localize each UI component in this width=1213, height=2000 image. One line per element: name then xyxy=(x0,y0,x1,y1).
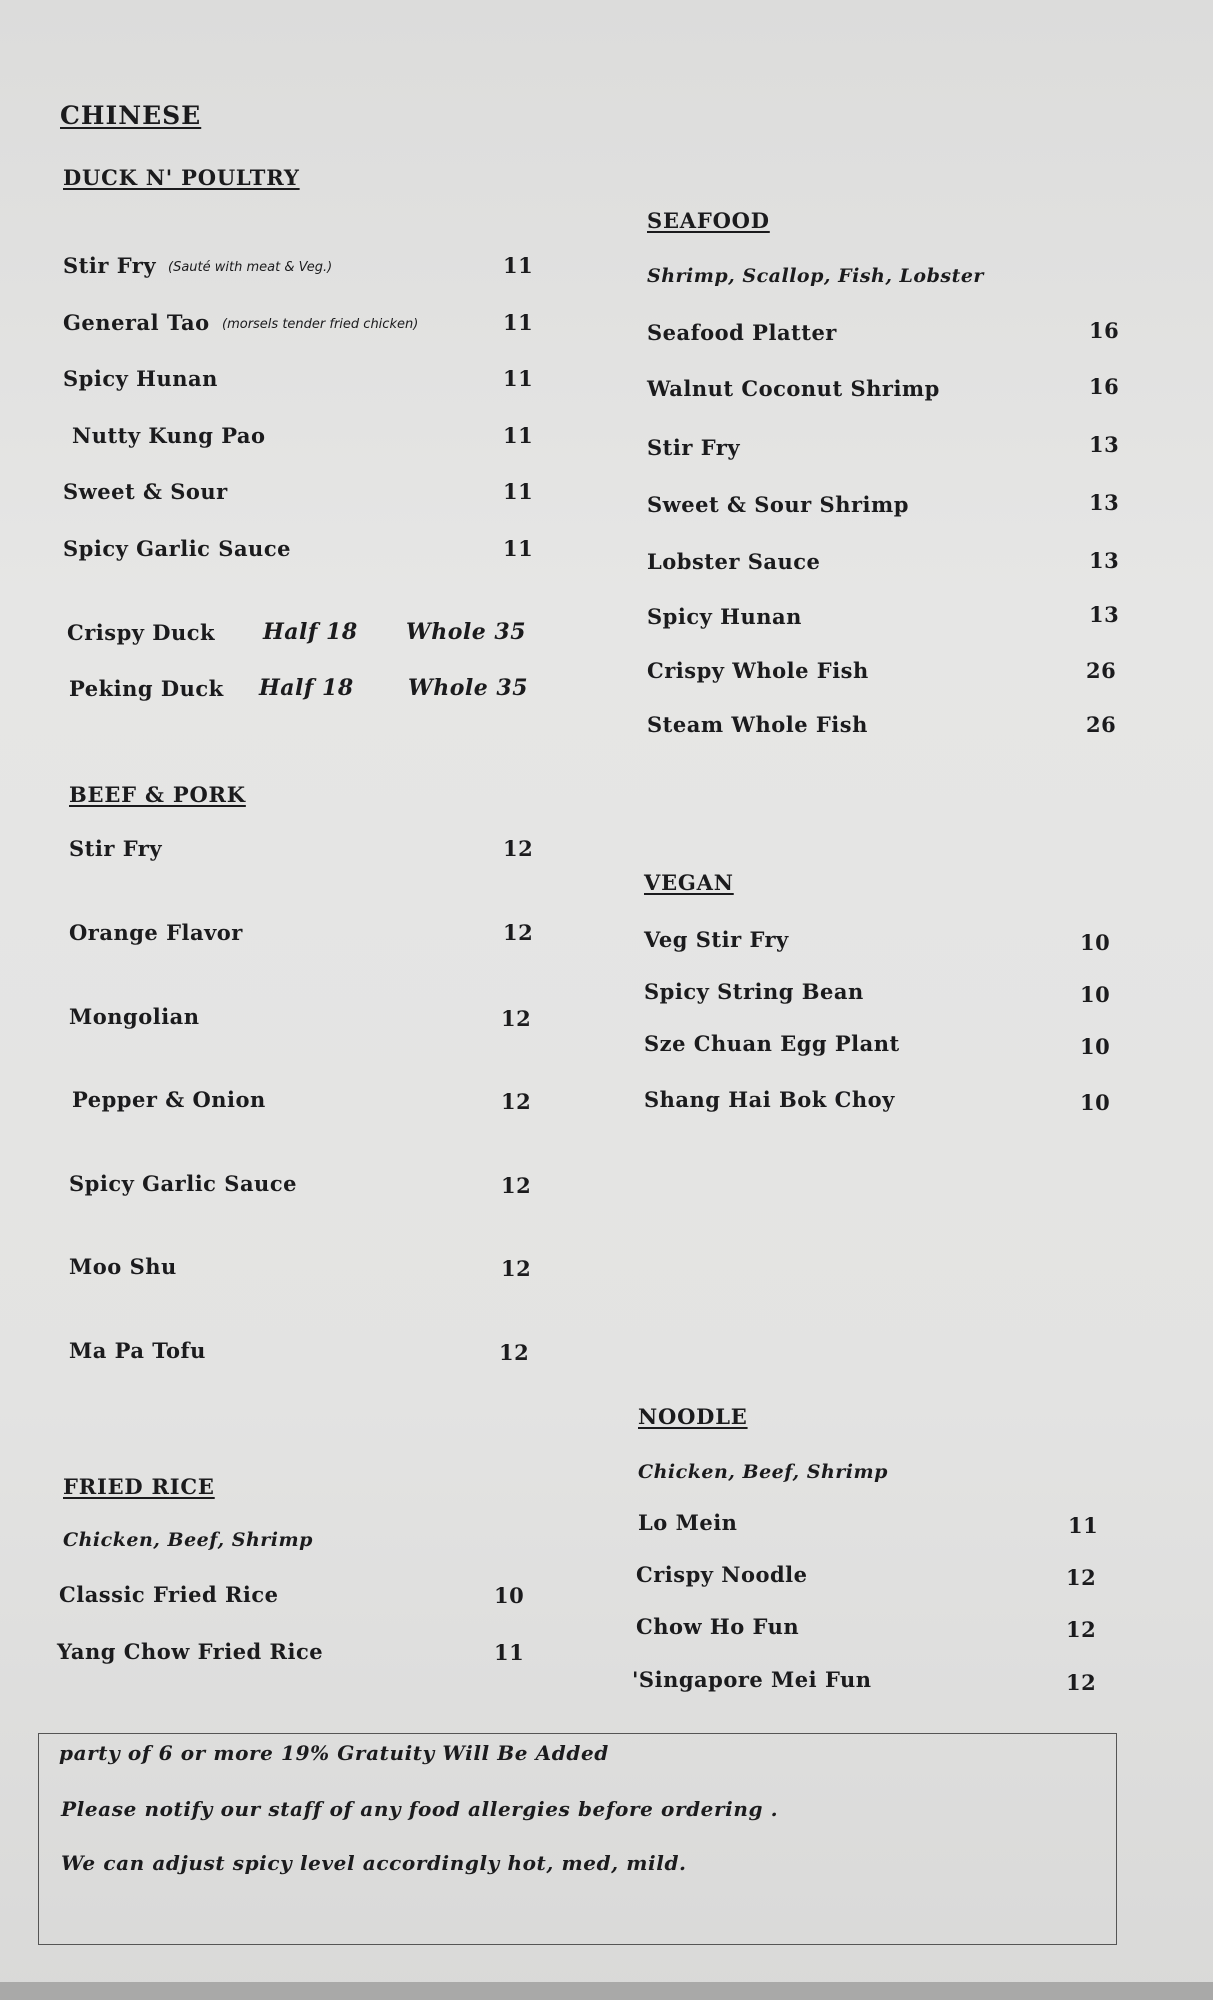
item-price: 10 xyxy=(1080,982,1111,1007)
item-name: Spicy Garlic Sauce xyxy=(63,536,291,561)
item-name: Yang Chow Fried Rice xyxy=(57,1639,324,1664)
item-name: Walnut Coconut Shrimp xyxy=(647,376,940,401)
item-note: (Sauté with meat & Veg.) xyxy=(168,260,333,275)
item-name: Stir Fry xyxy=(69,836,163,861)
item-name: Spicy Hunan xyxy=(63,366,218,391)
half-price: Half 18 xyxy=(263,619,358,645)
item-name: Classic Fried Rice xyxy=(59,1582,279,1607)
item-price: 11 xyxy=(494,1640,525,1665)
item-price: 11 xyxy=(503,253,534,278)
item-price: 10 xyxy=(1080,1090,1111,1115)
item-name: Crispy Noodle xyxy=(636,1562,808,1587)
item-price: 12 xyxy=(1066,1617,1097,1642)
item-name: Spicy Hunan xyxy=(647,604,802,629)
item-name: Crispy Duck xyxy=(67,620,216,645)
item-price: 12 xyxy=(501,1173,532,1198)
item-price: 26 xyxy=(1086,658,1117,683)
item-price: 12 xyxy=(499,1340,530,1365)
item-price: 11 xyxy=(503,536,534,561)
section-heading-noodle: NOODLE xyxy=(638,1404,748,1429)
gratuity-note: party of 6 or more 19% Gratuity Will Be Added xyxy=(59,1741,609,1765)
item-name: Sze Chuan Egg Plant xyxy=(644,1031,900,1056)
item-name: 'Singapore Mei Fun xyxy=(632,1667,872,1692)
allergy-note: Please notify our staff of any food allergies before ordering . xyxy=(61,1797,779,1821)
item-name: Stir Fry xyxy=(63,253,157,278)
item-price: 12 xyxy=(503,920,534,945)
item-name: Veg Stir Fry xyxy=(644,927,789,952)
item-name: Mongolian xyxy=(69,1004,200,1029)
item-name: Sweet & Sour Shrimp xyxy=(647,492,909,517)
item-price: 13 xyxy=(1089,432,1120,457)
item-price: 11 xyxy=(503,366,534,391)
item-name: Pepper & Onion xyxy=(72,1087,266,1112)
item-price: 11 xyxy=(503,423,534,448)
item-name: Orange Flavor xyxy=(69,920,243,945)
item-name: Peking Duck xyxy=(69,676,224,701)
item-note: (morsels tender fried chicken) xyxy=(222,317,419,332)
item-price: 11 xyxy=(503,479,534,504)
item-price: 10 xyxy=(1080,930,1111,955)
item-name: Nutty Kung Pao xyxy=(72,423,266,448)
section-heading-vegan: VEGAN xyxy=(644,870,734,895)
section-heading-duck-poultry: DUCK N' POULTRY xyxy=(63,165,300,190)
item-price: 12 xyxy=(1066,1565,1097,1590)
menu-title: CHINESE xyxy=(60,101,202,130)
item-name: Lobster Sauce xyxy=(647,549,821,574)
item-price: 16 xyxy=(1089,318,1120,343)
item-price: 26 xyxy=(1086,712,1117,737)
section-subtitle: Chicken, Beef, Shrimp xyxy=(638,1461,888,1483)
item-price: 11 xyxy=(503,310,534,335)
item-name: Sweet & Sour xyxy=(63,479,228,504)
item-name: Stir Fry xyxy=(647,435,741,460)
section-heading-seafood: SEAFOOD xyxy=(647,208,770,233)
item-price: 12 xyxy=(1066,1670,1097,1695)
section-subtitle: Chicken, Beef, Shrimp xyxy=(63,1529,313,1551)
item-price: 16 xyxy=(1089,374,1120,399)
table-surface xyxy=(0,1982,1213,2000)
section-subtitle: Shrimp, Scallop, Fish, Lobster xyxy=(647,265,984,287)
item-name: Seafood Platter xyxy=(647,320,837,345)
item-price: 13 xyxy=(1089,602,1120,627)
item-price: 12 xyxy=(503,836,534,861)
item-name: Spicy Garlic Sauce xyxy=(69,1171,297,1196)
section-heading-beef-pork: BEEF & PORK xyxy=(69,782,246,807)
item-name: Steam Whole Fish xyxy=(647,712,868,737)
item-name: Ma Pa Tofu xyxy=(69,1338,206,1363)
half-price: Half 18 xyxy=(259,675,354,701)
item-price: 11 xyxy=(1068,1513,1099,1538)
item-name: General Tao xyxy=(63,310,210,335)
whole-price: Whole 35 xyxy=(406,619,527,645)
item-name: Spicy String Bean xyxy=(644,979,864,1004)
item-price: 13 xyxy=(1089,490,1120,515)
item-name: Shang Hai Bok Choy xyxy=(644,1087,895,1112)
item-price: 12 xyxy=(501,1089,532,1114)
item-price: 10 xyxy=(494,1583,525,1608)
section-heading-fried-rice: FRIED RICE xyxy=(63,1474,215,1499)
item-name: Chow Ho Fun xyxy=(636,1614,800,1639)
whole-price: Whole 35 xyxy=(408,675,529,701)
item-price: 12 xyxy=(501,1256,532,1281)
item-name: Crispy Whole Fish xyxy=(647,658,869,683)
item-name: Lo Mein xyxy=(638,1510,738,1535)
item-price: 12 xyxy=(501,1006,532,1031)
spicy-level-note: We can adjust spicy level accordingly hot, med, mild. xyxy=(61,1851,687,1875)
item-price: 13 xyxy=(1089,548,1120,573)
item-name: Moo Shu xyxy=(69,1254,177,1279)
item-price: 10 xyxy=(1080,1034,1111,1059)
